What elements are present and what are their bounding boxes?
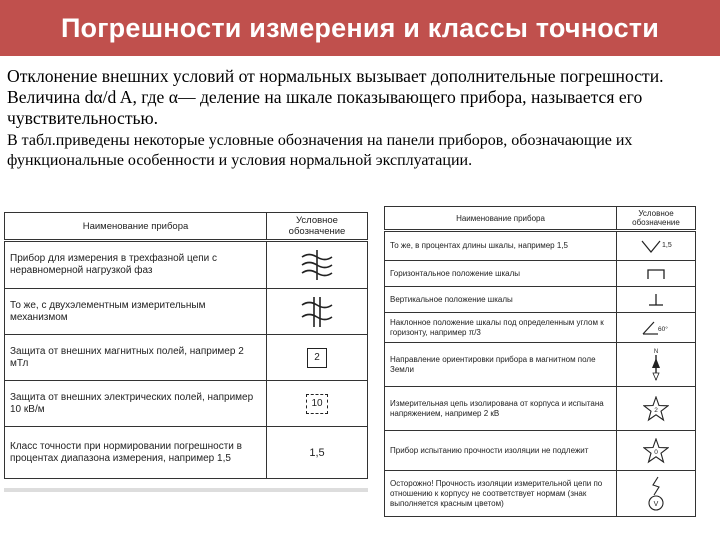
header-symbol: Условное обозначение: [267, 213, 368, 241]
row-name: Осторожно! Прочность изоляции измерительной цепи по отношению к корпусу не соответствует нормам (знак выполняется красным цветом): [385, 471, 617, 517]
symbols-table-left: [4, 212, 368, 479]
star-insulation-icon: [617, 387, 696, 431]
table-row: [385, 261, 696, 287]
header-name: Наименование прибора: [385, 207, 617, 231]
table-row: [385, 343, 696, 387]
inclined-scale-value: 60°: [658, 325, 668, 333]
compass-north-label: N: [653, 348, 659, 355]
table-row: [385, 387, 696, 431]
table-row: [5, 427, 368, 479]
row-name: Класс точности при нормировании погрешности в процентах диапазона измерения, например 1,5: [5, 427, 267, 479]
table-shadow: [4, 488, 368, 492]
table-row: [5, 241, 368, 289]
three-phase-double-symbol-icon: [267, 289, 368, 335]
star-no-test-value: 0: [654, 448, 658, 456]
row-name: То же, с двухэлементным измерительным механизмом: [5, 289, 267, 335]
table-row: [5, 289, 368, 335]
class-scale-length-icon: [617, 231, 696, 261]
slide-title-bar: [0, 0, 720, 56]
accuracy-class-value: 1,5: [267, 427, 368, 479]
row-name: То же, в процентах длины шкалы, например 1,5: [385, 231, 617, 261]
row-name: Направление ориентировки прибора в магнитном поле Земли: [385, 343, 617, 387]
vertical-scale-icon: [617, 287, 696, 313]
header-symbol: Условное обозначение: [617, 207, 696, 231]
inclined-scale-icon: [617, 313, 696, 343]
horizontal-scale-icon: [617, 261, 696, 287]
table-row: [385, 231, 696, 261]
paragraph-1: Отклонение внешних условий от нормальных вызывает дополнительные погрешности.: [7, 66, 664, 86]
row-name: Измерительная цепь изолирована от корпуса и испытана напряжением, например 2 кВ: [385, 387, 617, 431]
three-phase-symbol-icon: [267, 241, 368, 289]
class-scale-length-value: 1,5: [662, 242, 672, 249]
row-name: Защита от внешних магнитных полей, например 2 мТл: [5, 335, 267, 381]
slide-title: Погрешности измерения и классы точности: [60, 12, 660, 43]
body-text: [7, 66, 713, 171]
table-header-row: [385, 207, 696, 231]
paragraph-2: Величина dα/d A, где α— деление на шкале показывающего прибора, называется его чувствительностью.: [7, 87, 643, 128]
electric-shield-value: 10: [306, 394, 328, 414]
symbols-table-right: [384, 206, 696, 517]
row-name: Горизонтальное положение шкалы: [385, 261, 617, 287]
header-name: Наименование прибора: [5, 213, 267, 241]
table-header-row: [5, 213, 368, 241]
compass-orientation-icon: [617, 343, 696, 387]
paragraph-3: В табл.приведены некоторые условные обозначения на панели приборов, обозначающие их функциональные особенности и условия нормальной эксплуатации.: [7, 132, 633, 169]
row-name: Защита от внешних электрических полей, например 10 кВ/м: [5, 381, 267, 427]
row-name: Вертикальное положение шкалы: [385, 287, 617, 313]
lightning-warning-value: V: [653, 500, 659, 508]
table-row: [5, 335, 368, 381]
star-insulation-value: 2: [654, 406, 658, 414]
lightning-warning-icon: [617, 471, 696, 517]
magnetic-shield-icon: [267, 335, 368, 381]
electric-shield-icon: [267, 381, 368, 427]
table-row: [385, 287, 696, 313]
table-row: [385, 471, 696, 517]
row-name: Наклонное положение шкалы под определенным углом к горизонту, например π/3: [385, 313, 617, 343]
table-row: [385, 431, 696, 471]
table-row: [5, 381, 368, 427]
row-name: Прибор испытанию прочности изоляции не подлежит: [385, 431, 617, 471]
row-name: Прибор для измерения в трехфазной цепи с неравномерной нагрузкой фаз: [5, 241, 267, 289]
star-no-test-icon: [617, 431, 696, 471]
magnetic-shield-value: 2: [307, 348, 327, 368]
table-row: [385, 313, 696, 343]
